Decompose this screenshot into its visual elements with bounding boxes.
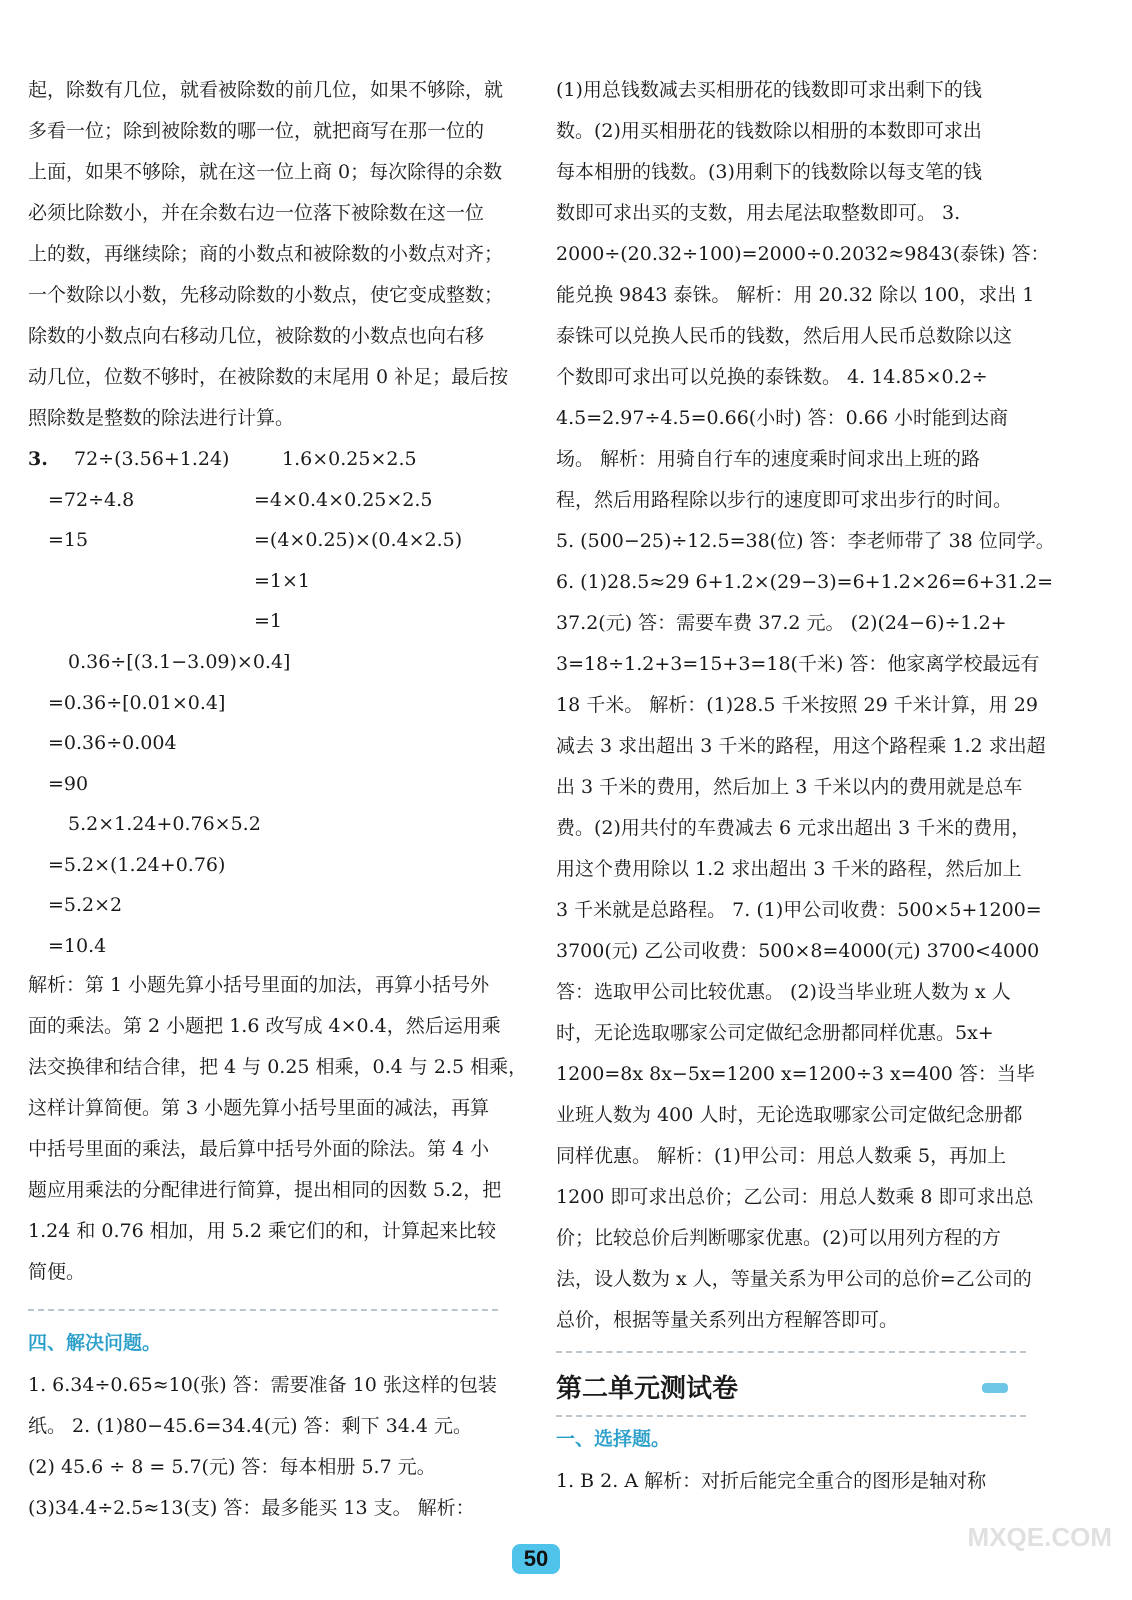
text-line: 每本相册的钱数。(3)用剩下的钱数除以每支笔的钱: [556, 161, 982, 183]
calc-step: =0.36÷[0.01×0.4]: [48, 691, 226, 714]
text-line: 价；比较总价后判断哪家优惠。(2)可以用列方程的方: [556, 1227, 1001, 1249]
text-line: 1200 即可求出总价；乙公司：用总人数乘 8 即可求出总: [556, 1186, 1034, 1208]
text-line: 1200=8x 8x−5x=1200 x=1200÷3 x=400 答：当毕: [556, 1063, 1035, 1085]
text-line: 18 千米。 解析：(1)28.5 千米按照 29 千米计算，用 29: [556, 694, 1038, 716]
calc-a: [48, 439, 230, 561]
calc-step: =1: [254, 610, 283, 633]
section-4-text: [28, 1365, 508, 1529]
text-line: 一个数除以小数，先移动除数的小数点，使它变成整数；: [28, 284, 504, 306]
text-line: 5. (500−25)÷12.5=38(位) 答：李老师带了 38 位同学。: [556, 530, 1055, 552]
right-column: [556, 70, 1055, 1502]
solutions-text: [556, 70, 1055, 1341]
calc-step: =5.2×(1.24+0.76): [48, 853, 226, 876]
text-line: 出 3 千米的费用，然后加上 3 千米以内的费用就是总车: [556, 776, 1023, 798]
pencil-icon: [982, 1383, 1008, 1393]
text-line: 同样优惠。 解析：(1)甲公司：用总人数乘 5，再加上: [556, 1145, 1007, 1167]
calc-c: [48, 642, 290, 804]
section-4-title: 四、解决问题。: [28, 1332, 162, 1354]
calc-step: =90: [48, 772, 89, 795]
text-line: 法交换律和结合律，把 4 与 0.25 相乘，0.4 与 2.5 相乘，: [28, 1056, 528, 1078]
text-line: 中括号里面的乘法，最后算中括号外面的除法。第 4 小: [28, 1138, 490, 1160]
calc-step: =0.36÷0.004: [48, 732, 177, 755]
section-divider: [28, 1309, 498, 1311]
text-line: 2000÷(20.32÷100)=2000÷0.2032≈9843(泰铢) 答：: [556, 243, 1050, 265]
text-line: 37.2(元) 答：需要车费 37.2 元。 (2)(24−6)÷1.2+: [556, 612, 1007, 634]
left-column: [28, 70, 528, 1529]
text-line: 面的乘法。第 2 小题把 1.6 改写成 4×0.4，然后运用乘: [28, 1015, 501, 1037]
text-line: 减去 3 求出超出 3 千米的路程，用这个路程乘 1.2 求出超: [556, 735, 1046, 757]
calc-step: =15: [48, 529, 89, 552]
text-line: 必须比除数小，并在余数右边一位落下被除数在这一位: [28, 202, 485, 224]
text-line: 答：选取甲公司比较优惠。 (2)设当毕业班人数为 x 人: [556, 981, 1011, 1003]
text-line: 总价，根据等量关系列出方程解答即可。: [556, 1309, 899, 1331]
text-line: 时，无论选取哪家公司定做纪念册都同样优惠。5x+: [556, 1022, 994, 1044]
calc-step: 0.36÷[(3.1−3.09)×0.4]: [68, 651, 291, 673]
text-line: 1.24 和 0.76 相加，用 5.2 乘它们的和，计算起来比较: [28, 1220, 497, 1242]
text-line: 业班人数为 400 人时，无论选取哪家公司定做纪念册都: [556, 1104, 1023, 1126]
text-line: 解析：第 1 小题先算小括号里面的加法，再算小括号外: [28, 974, 490, 996]
text-line: 泰铢可以兑换人民币的钱数，然后用人民币总数除以这: [556, 325, 1013, 347]
unit-2-title: [556, 1363, 1026, 1417]
question-number: 3.: [28, 448, 48, 470]
text-line: 简便。: [28, 1261, 86, 1283]
text-line: 1. B 2. A 解析：对折后能完全重合的图形是轴对称: [556, 1470, 987, 1492]
text-line: 场。 解析：用骑自行车的速度乘时间求出上班的路: [556, 448, 981, 470]
calc-step: 1.6×0.25×2.5: [282, 448, 417, 470]
unit-2-section-title: 一、选择题。: [556, 1428, 671, 1450]
calc-step: =1×1: [254, 569, 311, 592]
text-line: (1)用总钱数减去买相册花的钱数即可求出剩下的钱: [556, 79, 982, 101]
text-line: 这样计算简便。第 3 小题先算小括号里面的减法，再算: [28, 1097, 490, 1119]
text-line: 用这个费用除以 1.2 求出超出 3 千米的路程，然后加上: [556, 858, 1022, 880]
calc-step: 5.2×1.24+0.76×5.2: [68, 813, 261, 835]
intro-text: [28, 70, 508, 439]
text-line: 6. (1)28.5≈29 6+1.2×(29−3)=6+1.2×26=6+31.2=: [556, 571, 1054, 593]
text-line: 4.5=2.97÷4.5=0.66(小时) 答：0.66 小时能到达商: [556, 407, 1009, 429]
text-line: 动几位，位数不够时，在被除数的末尾用 0 补足；最后按: [28, 366, 509, 388]
calc-d: [48, 804, 261, 966]
text-line: 程，然后用路程除以步行的速度即可求出步行的时间。: [556, 489, 1013, 511]
text-line: 费。(2)用共付的车费减去 6 元求出超出 3 千米的费用，: [556, 817, 1031, 839]
text-line: 起，除数有几位，就看被除数的前几位，如果不够除，就: [28, 79, 504, 101]
text-line: 上面，如果不够除，就在这一位上商 0；每次除得的余数: [28, 161, 503, 183]
section-divider: [556, 1351, 1026, 1353]
page-number: 50: [512, 1544, 560, 1574]
text-line: 题应用乘法的分配律进行简算，提出相同的因数 5.2，把: [28, 1179, 502, 1201]
text-line: 3=18÷1.2+3=15+3=18(千米) 答：他家离学校最远有: [556, 653, 1040, 675]
text-line: 数。(2)用买相册花的钱数除以相册的本数即可求出: [556, 120, 982, 142]
unit-2-title-text: 第二单元测试卷: [556, 1374, 739, 1404]
text-line: (2) 45.6 ÷ 8 = 5.7(元) 答：每本相册 5.7 元。: [28, 1456, 436, 1478]
text-line: 除数的小数点向右移动几位，被除数的小数点也向右移: [28, 325, 485, 347]
calc-step: =5.2×2: [48, 894, 123, 917]
text-line: 数即可求出买的支数，用去尾法取整数即可。 3.: [556, 202, 961, 224]
text-line: (3)34.4÷2.5≈13(支) 答：最多能买 13 支。 解析：: [28, 1497, 475, 1519]
text-line: 3 千米就是总路程。 7. (1)甲公司收费：500×5+1200=: [556, 899, 1042, 921]
text-line: 个数即可求出可以兑换的泰铢数。 4. 14.85×0.2÷: [556, 366, 988, 388]
text-line: 上的数，再继续除；商的小数点和被除数的小数点对齐；: [28, 243, 504, 265]
calc-step: =4×0.4×0.25×2.5: [254, 488, 433, 511]
analysis-text: [28, 965, 528, 1293]
calc-step: =(4×0.25)×(0.4×2.5): [254, 529, 463, 552]
calc-b: [254, 439, 462, 642]
text-line: 法，设人数为 x 人，等量关系为甲公司的总价=乙公司的: [556, 1268, 1032, 1290]
calc-step: 72÷(3.56+1.24): [74, 448, 230, 470]
question-3-calculations: [28, 439, 508, 969]
text-line: 多看一位；除到被除数的哪一位，就把商写在那一位的: [28, 120, 485, 142]
text-line: 3700(元) 乙公司收费：500×8=4000(元) 3700<4000: [556, 940, 1040, 962]
text-line: 1. 6.34÷0.65≈10(张) 答：需要准备 10 张这样的包装: [28, 1374, 497, 1396]
calc-step: =10.4: [48, 934, 107, 957]
calc-step: =72÷4.8: [48, 488, 135, 511]
watermark-logo: MXQE.COM: [967, 1522, 1112, 1552]
text-line: 能兑换 9843 泰铢。 解析：用 20.32 除以 100，求出 1: [556, 284, 1035, 306]
text-line: 纸。 2. (1)80−45.6=34.4(元) 答：剩下 34.4 元。: [28, 1415, 472, 1437]
text-line: 照除数是整数的除法进行计算。: [28, 407, 295, 429]
